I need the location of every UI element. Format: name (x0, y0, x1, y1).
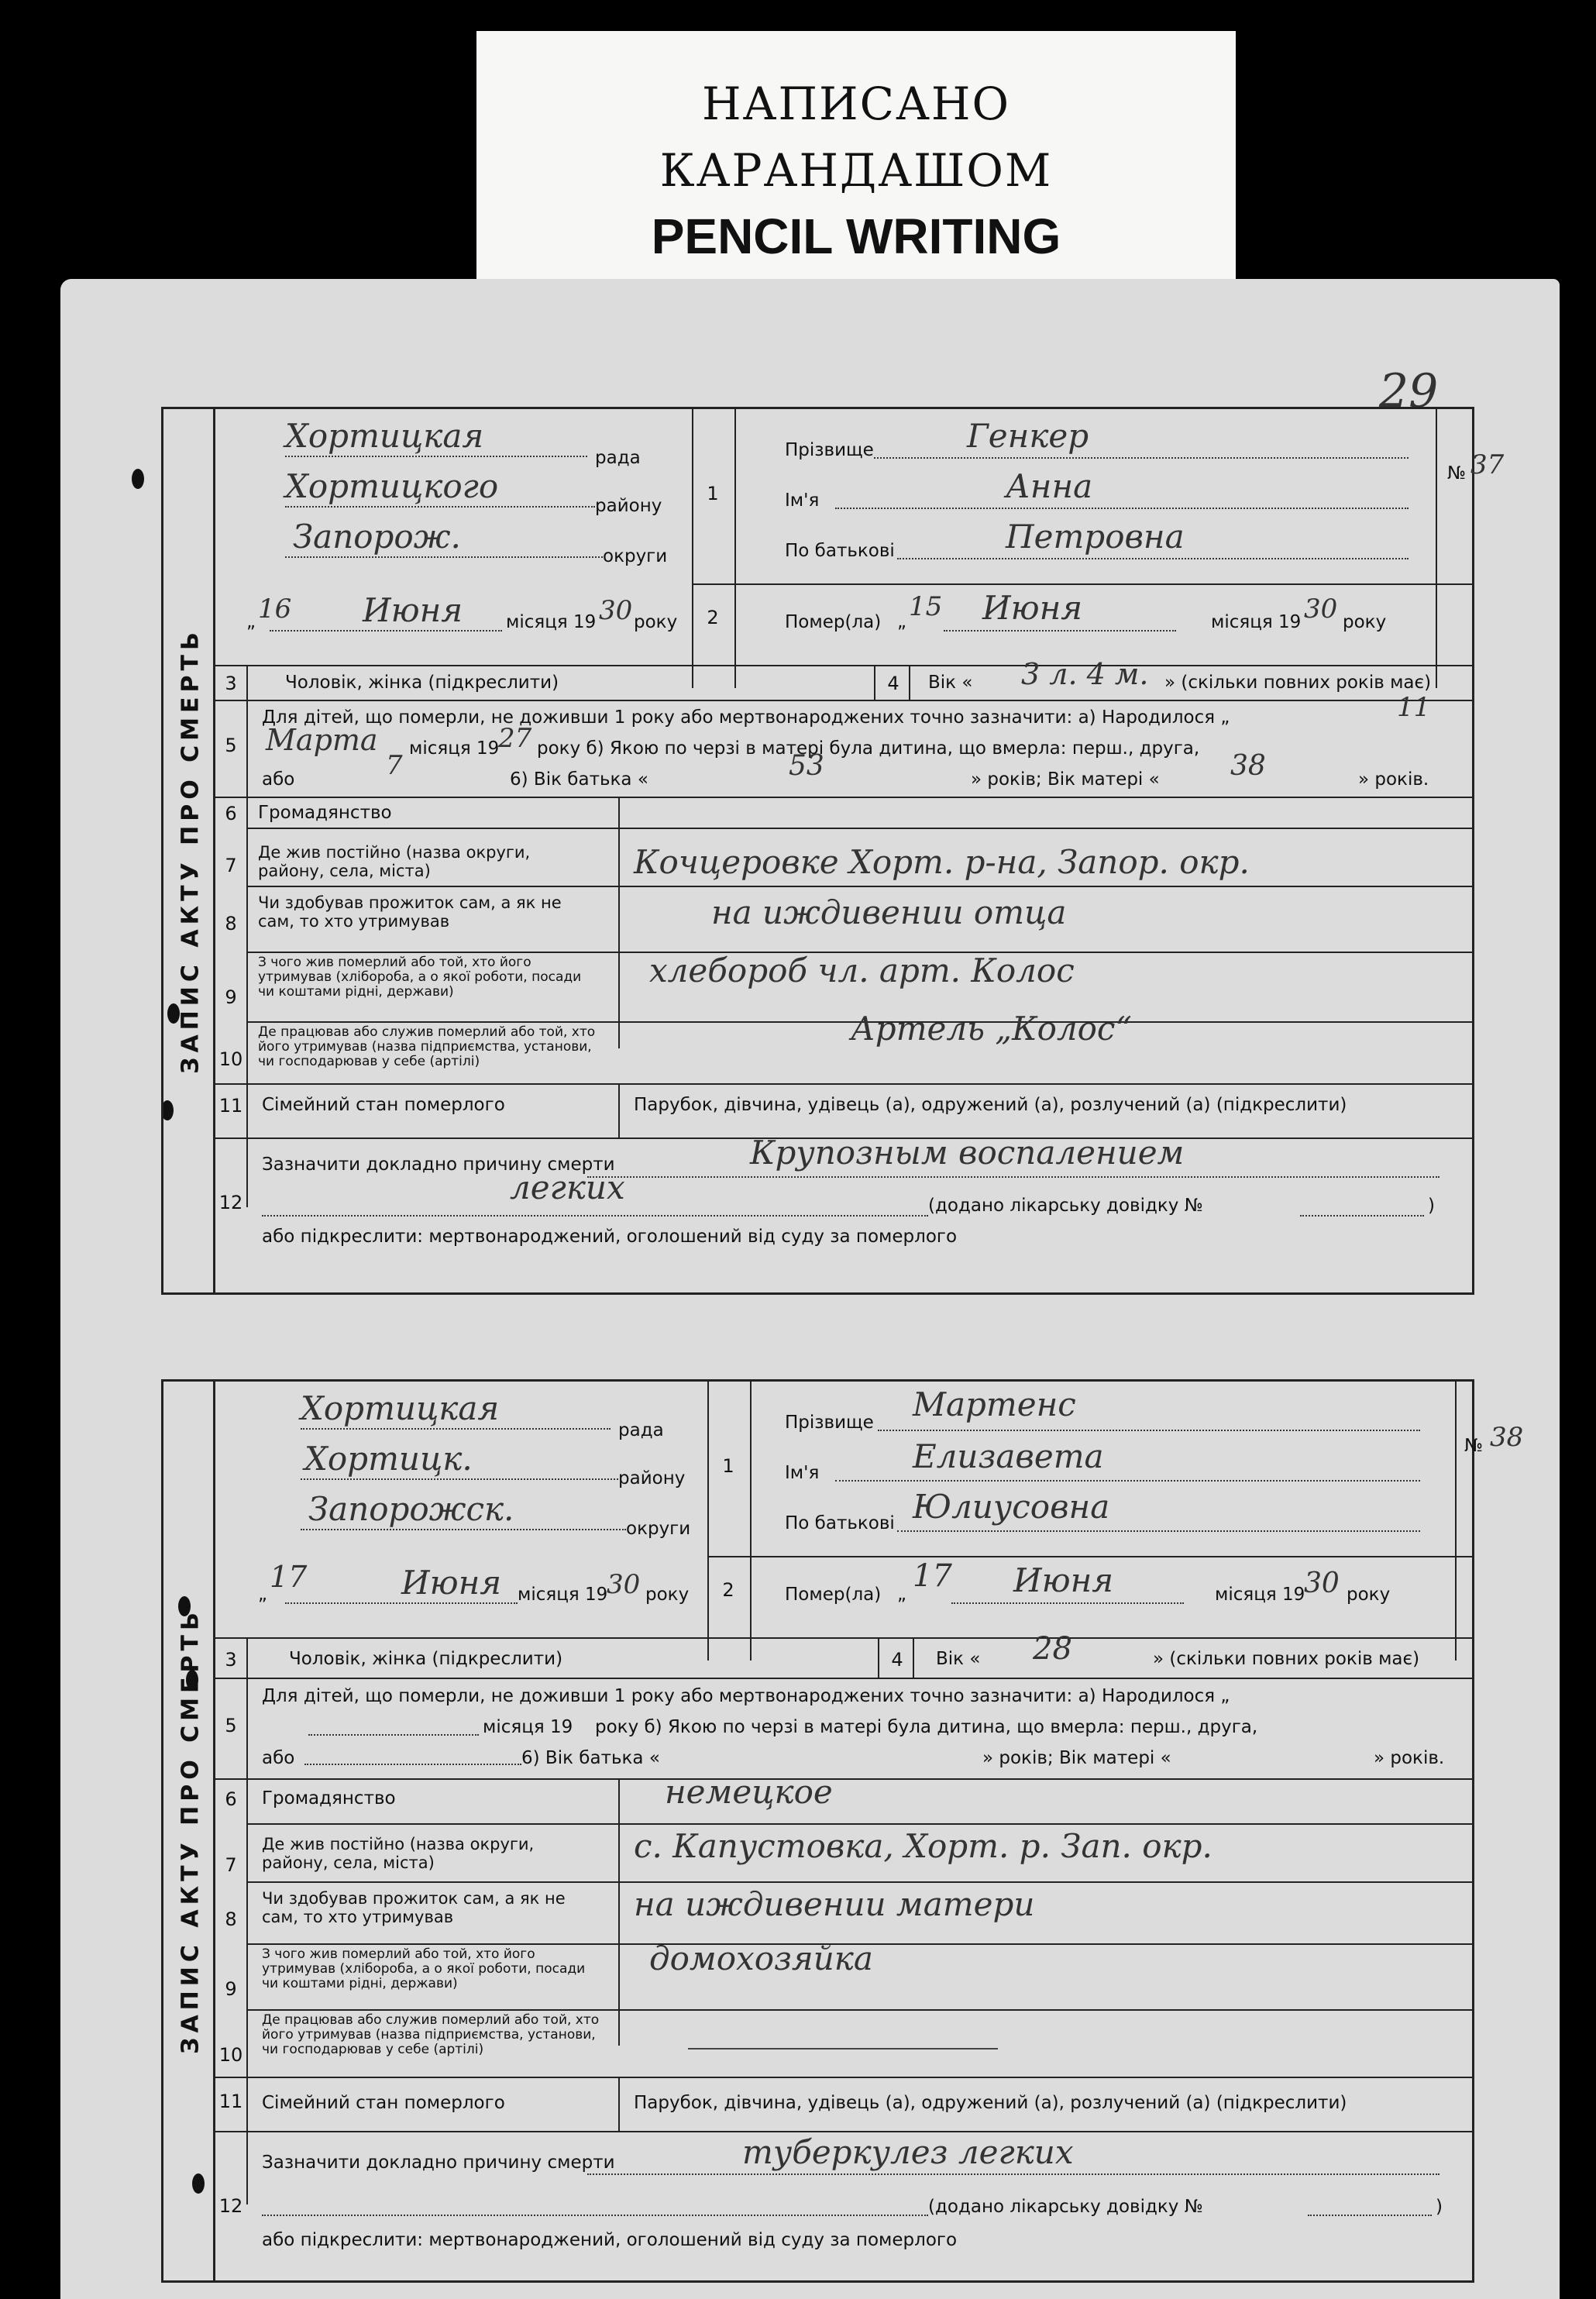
raion-value: Хортицкого (285, 467, 499, 505)
name-value: Елизавета (913, 1437, 1104, 1475)
reg-month: Июня (401, 1564, 502, 1602)
birth-order: 7 (386, 750, 403, 781)
death-record-form-1: ЗАПИС АКТУ ПРО СМЕРТЬ Хортицкая рада Хортицкого району Запорож. округи „ 16 Июня місяця 19 30 року 1 Прізвище Генкер Ім'я Анна По батькові Петровна 2 Помер(ла) „ 15 Июня місяця 19 30 року № 37 3 Чоловік, жінка (підкреслити) 4 Вік « 3 л. 4 м. » (скільки повних років має) 5 Для дітей, що померли, не доживши 1 року або мертвонароджених точно зазначити: а) Народилося „ 11 Марта місяця 19 27 року б) Якою по черзі в матері була дитина, що вмерла: перш., друга, або 7 6) Вік батька « 53 » років; Вік матері « 38 » років. 6 Громадянство 7 Де жив постійно (назва округи, району, села, міста) Кочцеровке Хорт. р-на, Запор. окр. 8 Чи здобував прожиток сам, а як не сам, то хто утримував на иждивении отца 9 З чого жив померлий або той, хто його утримував (хлібороба, а о якої роботи, посади чи коштами рідні, держави) хлебороб чл. арт. Колос 10 Де працював або служив померлий або той, хто його утримував (назва підприємства, установи, чи господарював у себе (артілі) Артель „Колос“ 11 Сімейний стан померлого Парубок, дівчина, удівець (а), одружений (а), розлучений (а) (підкреслити) 12 Зазначити докладно причину смерти Крупозным воспалением легких (додано лікарську довідку № ) або підкреслити: мертвонароджений, оголошений від суду за померлого (213, 407, 1474, 1295)
vertical-title: ЗАПИС АКТУ ПРО СМЕРТЬ (161, 407, 218, 1295)
age-value: 3 л. 4 м. (1021, 657, 1149, 691)
reg-year: 30 (599, 595, 633, 626)
okrug-value: Запорожск. (308, 1490, 514, 1528)
record-number: 37 (1470, 449, 1505, 480)
reg-month-label: місяця 19 (506, 612, 597, 632)
okrug-label: округи (603, 546, 668, 566)
workplace-value: Артель „Колос“ (851, 1010, 1132, 1048)
died-month: Июня (982, 589, 1083, 627)
reg-day: 17 (270, 1560, 308, 1594)
citizenship-value: немецкое (665, 1773, 833, 1811)
vertical-title: ЗАПИС АКТУ ПРО СМЕРТЬ (161, 1379, 218, 2283)
okrug-value: Запорож. (293, 518, 461, 556)
name-value: Анна (1006, 467, 1093, 505)
mother-age: 38 (1230, 750, 1266, 782)
cause-value-1: туберкулез легких (742, 2133, 1074, 2171)
reg-day: 16 (258, 594, 292, 625)
stamp-line-2: КАРАНДАШОМ (659, 144, 1053, 197)
stamp-line-1: НАПИСАНО (701, 77, 1011, 130)
stamp-line-3: PENCIL WRITING (651, 208, 1061, 264)
born-month: Марта (266, 723, 378, 757)
punch-hole (132, 469, 144, 489)
age-value: 28 (1033, 1631, 1072, 1667)
raion-value: Хортицк. (304, 1440, 473, 1478)
death-record-form-2: ЗАПИС АКТУ ПРО СМЕРТЬ Хортицкая рада Хортицк. району Запорожск. округи „ 17 Июня місяця 19 30 року 1 Прізвище Мартенс Ім'я Елизавета По батькові Юлиусовна 2 Помер(ла) „ 17 Июня місяця 19 30 року № 38 3 Чоловік, жінка (підкреслити) 4 Вік « 28 » (скільки повних років має) 5 Для дітей, що померли, не доживши 1 року або мертвонароджених точно зазначити: а) Народилося „ місяця 19 року б) Якою по черзі в матері була дитина, що вмерла: перш., друга, або 6) Вік батька « » років; Вік матері « » років. 6 Громадянство немецкое 7 Де жив постійно (назва округи, району, села, міста) с. Капустовка, Хорт. р. Зап. окр. 8 Чи здобував прожиток сам, а як не сам, то хто утримував на иждивении матери 9 З чого жив померлий або той, хто його утримував (хлібороба, а о якої роботи, посади чи коштами рідні, держави) домохозяйка 10 Де працював або служив померлий або той, хто його утримував (назва підприємства, установи, чи господарював у себе (артілі) 11 Сімейний стан померлого Парубок, дівчина, удівець (а), одружений (а), розлучений (а) (підкреслити) 12 Зазначити докладно причину смерти туберкулез легких (додано лікарську довідку № ) або підкреслити: мертвонароджений, оголошений від суду за померлого (213, 1379, 1474, 2283)
residence-value: с. Капустовка, Хорт. р. Зап. окр. (634, 1827, 1212, 1865)
cause-value-1: Крупозным воспалением (750, 1134, 1185, 1172)
died-year: 30 (1304, 1568, 1340, 1599)
died-month: Июня (1013, 1561, 1114, 1599)
born-year: 27 (498, 723, 532, 754)
died-day: 15 (909, 591, 943, 622)
rada-value: Хортицкая (285, 417, 484, 455)
rada-label: рада (595, 448, 641, 468)
reg-year: 30 (607, 1569, 641, 1600)
livelihood-value: на иждивении матери (634, 1885, 1035, 1923)
surname-value: Генкер (967, 417, 1089, 455)
means-value: домохозяйка (649, 1939, 873, 1977)
born-day: 11 (1397, 692, 1431, 723)
died-year: 30 (1304, 594, 1338, 625)
reg-year-label: року (634, 612, 678, 632)
died-day: 17 (913, 1558, 952, 1594)
rada-value: Хортицкая (301, 1389, 500, 1427)
surname-value: Мартенс (913, 1385, 1076, 1423)
residence-value: Кочцеровке Хорт. р-на, Запор. окр. (634, 843, 1250, 881)
pencil-writing-stamp (476, 31, 1236, 287)
livelihood-value: на иждивении отца (711, 893, 1067, 931)
raion-label: району (595, 496, 662, 516)
cause-value-2: легких (510, 1168, 625, 1206)
means-value: хлебороб чл. арт. Колос (649, 952, 1075, 989)
father-age: 53 (789, 750, 824, 782)
page-number: 29 (1379, 364, 1439, 418)
no-label: № (1447, 463, 1466, 484)
patronymic-value: Петровна (1006, 518, 1185, 556)
patronymic-value: Юлиусовна (913, 1488, 1110, 1526)
record-number: 38 (1490, 1422, 1524, 1453)
reg-month: Июня (363, 591, 463, 629)
